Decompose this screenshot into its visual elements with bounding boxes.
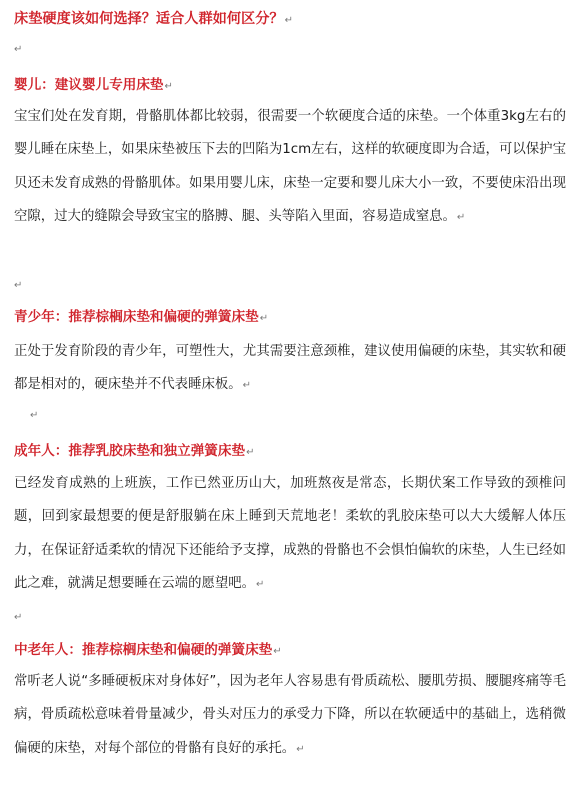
paragraph-mark-icon: ↵	[273, 646, 282, 657]
paragraph-mark-icon: ↵	[30, 410, 39, 421]
paragraph-mark-icon: ↵	[242, 380, 252, 392]
section-heading-infant: 婴儿：建议婴儿专用床垫↵	[14, 77, 173, 93]
section-heading-teen: 青少年：推荐棕榈床垫和偏硬的弹簧床垫↵	[14, 309, 269, 325]
paragraph-mark-icon: ↵	[14, 44, 23, 55]
paragraph-mark-icon: ↵	[164, 81, 173, 92]
section-body-adult: 已经发育成熟的上班族，工作已然亚历山大，加班熬夜是常态，长期伏案工作导致的颈椎问题，回到家最想要的便是舒服躺在床上睡到天荒地老！柔软的乳胶床垫可以大大缓解人体压力，在保证舒适柔软的情况下还能给予支撑，成熟的骨骼也不会惧怕偏软的床垫，人生已经如此之难，就满足想要睡在云端的愿望吧。↵	[14, 476, 566, 592]
paragraph-mark-icon: ↵	[14, 280, 23, 291]
section-heading-elderly: 中老年人：推荐棕榈床垫和偏硬的弹簧床垫↵	[14, 642, 282, 658]
section-heading-adult: 成年人：推荐乳胶床垫和独立弹簧床垫↵	[14, 443, 255, 459]
paragraph-mark-icon: ↵	[284, 15, 293, 26]
section-body-infant: 宝宝们处在发育期，骨骼肌体都比较弱，很需要一个软硬度合适的床垫。一个体重3kg左右的婴儿睡在床垫上，如果床垫被压下去的凹陷为1cm左右，这样的软硬度即为合适，可以保护宝贝还未发育成熟的骨骼肌体。如果用婴儿床，床垫一定要和婴儿床大小一致，不要使床沿出现空隙，过大的缝隙会导致宝宝的胳膊、腿、头等陷入里面，容易造成窒息。↵	[14, 109, 566, 225]
paragraph-mark-icon: ↵	[14, 612, 23, 623]
paragraph-mark-icon: ↵	[456, 212, 466, 224]
section-body-teen: 正处于发育阶段的青少年，可塑性大，尤其需要注意颈椎，建议使用偏硬的床垫，其实软和硬都是相对的，硬床垫并不代表睡床板。↵	[14, 344, 566, 393]
paragraph-mark-icon: ↵	[246, 447, 255, 458]
paragraph-mark-icon: ↵	[256, 579, 265, 591]
document-title: 床垫硬度该如何选择？适合人群如何区分？↵	[14, 11, 293, 27]
paragraph-mark-icon: ↵	[259, 313, 269, 324]
section-body-elderly: 常听老人说“多睡硬板床对身体好”，因为老年人容易患有骨质疏松、腰肌劳损、腰腿疼痛等毛病，骨质疏松意味着骨量减少，骨头对压力的承受力下降，所以在软硬适中的基础上，选稍微偏硬的床垫，对每个部位的骨骼有良好的承托。↵	[14, 674, 566, 756]
paragraph-mark-icon: ↵	[296, 743, 305, 755]
